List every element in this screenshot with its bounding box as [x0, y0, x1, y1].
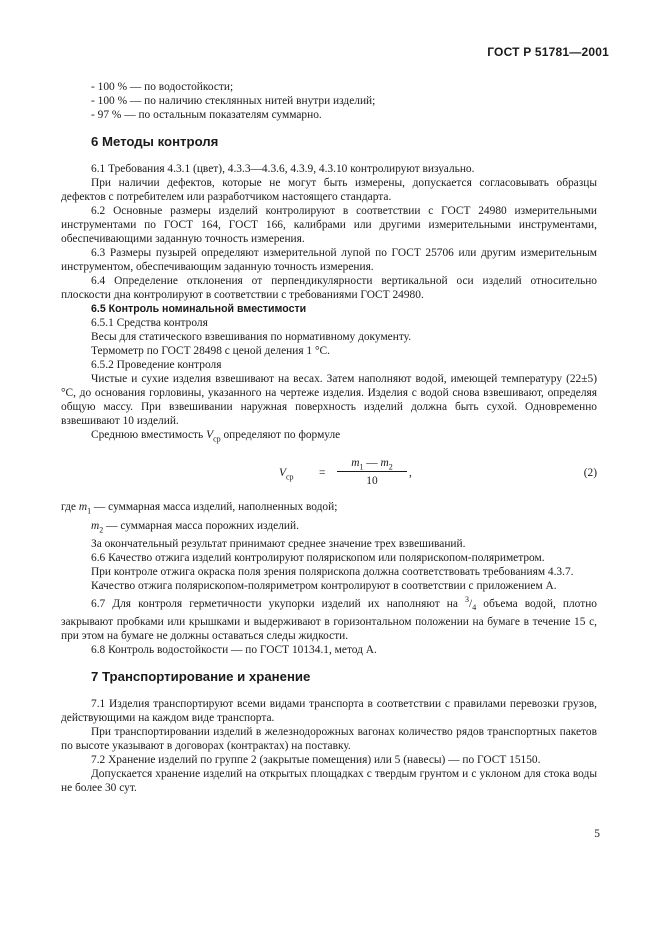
paragraph-6-5-1: 6.5.1 Средства контроля — [91, 317, 208, 329]
formula-denominator: 10 — [366, 475, 378, 488]
paragraph: Весы для статического взвешивания по нормативному документу. — [91, 331, 412, 343]
list-item: - 100 % — по наличию стеклянных нитей внутри изделий; — [91, 95, 376, 107]
paragraph-6-4: 6.4 Определение отклонения от перпендикулярности вертикальной оси изделий относительно плоскости дна контролируют в соответствии с требованиями ГОСТ 24980. — [61, 275, 597, 301]
subsection-6-5-heading: 6.5 Контроль номинальной вместимости — [91, 303, 307, 315]
page-content — [61, 80, 597, 795]
paragraph: Качество отжига полярископом-поляриметром контролируют в соответствии с приложением А. — [91, 579, 557, 592]
formula-comma: , — [409, 467, 412, 480]
paragraph: Чистые и сухие изделия взвешивают на весах. Затем наполняют водой, имеющей температуру (22±5) °С, до основания горловины, указанного на чертеже изделия. Изделия с водой снова взвешивают, определяя общую массу. При взвешивании наружная поверхность изделий должна быть сухой. Одновременно взвешивают 10 изделий. — [61, 373, 597, 427]
list-item: - 97 % — по остальным показателям суммарно. — [91, 109, 322, 121]
fraction-bar — [337, 471, 407, 472]
paragraph: Допускается хранение изделий на открытых площадках с твердым грунтом и с уклоном для стока воды не более 30 сут. — [61, 767, 597, 794]
list-item: - 100 % — по водостойкости; — [91, 81, 234, 93]
paragraph-formula-intro: Среднюю вместимость $V_{ср}$ определяют по формуле — [91, 429, 341, 444]
formula-number: (2) — [583, 467, 597, 480]
section-6-heading: 6 Методы контроля — [91, 134, 219, 149]
standard-header: ГОСТ Р 51781—2001 — [487, 45, 609, 59]
where-m2: $m_2$ — суммарная масса порожних изделий. — [91, 519, 299, 534]
formula-2 — [61, 454, 597, 490]
paragraph-6-2: 6.2 Основные размеры изделий контролируют в соответствии с ГОСТ 24980 измерительными инструментами по ГОСТ 164, ГОСТ 166, калибрами или другими измерительными инструментами, обеспечивающими заданную точность измерения. — [61, 205, 597, 245]
paragraph: За окончательный результат принимают среднее значение трех взвешиваний. — [91, 537, 466, 550]
paragraph-6-7: 6.7 Для контроля герметичности укупорки изделий их наполняют на $^3/_4$ объема водой, плотно закрывают пробками или крышками и выдерживают в горизонтальном положении на бумаге в течение 15 с, при этом на бумаге не должны оставаться следы жидкости. — [61, 594, 597, 642]
paragraph-7-2: 7.2 Хранение изделий по группе 2 (закрытые помещения) или 5 (навесы) — по ГОСТ 15150. — [91, 753, 541, 766]
formula-lhs: $V_{ср}$ — [279, 467, 294, 482]
paragraph-6-3: 6.3 Размеры пузырей определяют измерительной лупой по ГОСТ 25706 или другим измерительным инструментом, обеспечивающим заданную точность измерения. — [61, 247, 597, 273]
paragraph-6-5-2: 6.5.2 Проведение контроля — [91, 359, 222, 371]
paragraph-7-1: 7.1 Изделия транспортируют всеми видами транспорта в соответствии с правилами перевозки грузов, действующими на каждом виде транспорта. — [61, 697, 597, 724]
formula-numerator: $m_1$ — $m_2$ — [351, 457, 393, 472]
paragraph-6-6: 6.6 Качество отжига изделий контролируют полярископом или полярископом-поляриметром. — [91, 551, 545, 564]
paragraph-6-8: 6.8 Контроль водостойкости — по ГОСТ 10134.1, метод А. — [91, 643, 377, 656]
formula-equals: = — [319, 467, 326, 480]
paragraph: Термометр по ГОСТ 28498 с ценой деления 1 °С. — [91, 345, 330, 357]
paragraph: При наличии дефектов, которые не могут быть измерены, допускается согласовывать образцы дефектов с потребителем или разработчиком настоящего стандарта. — [61, 177, 597, 203]
formula-body — [279, 456, 439, 488]
section-7-heading: 7 Транспортирование и хранение — [91, 668, 311, 684]
page-number: 5 — [594, 828, 600, 840]
where-m1: где $m_1$ — суммарная масса изделий, наполненных водой; — [61, 501, 338, 516]
paragraph: При транспортировании изделий в железнодорожных вагонах количество рядов транспортных пакетов по высоте указывают в договорах (контрактах) на поставку. — [61, 725, 597, 752]
paragraph: При контроле отжига окраска поля зрения полярископа должна соответствовать требованиям 4.3.7. — [91, 565, 574, 578]
paragraph-6-1: 6.1 Требования 4.3.1 (цвет), 4.3.3—4.3.6, 4.3.9, 4.3.10 контролируют визуально. — [91, 163, 475, 175]
